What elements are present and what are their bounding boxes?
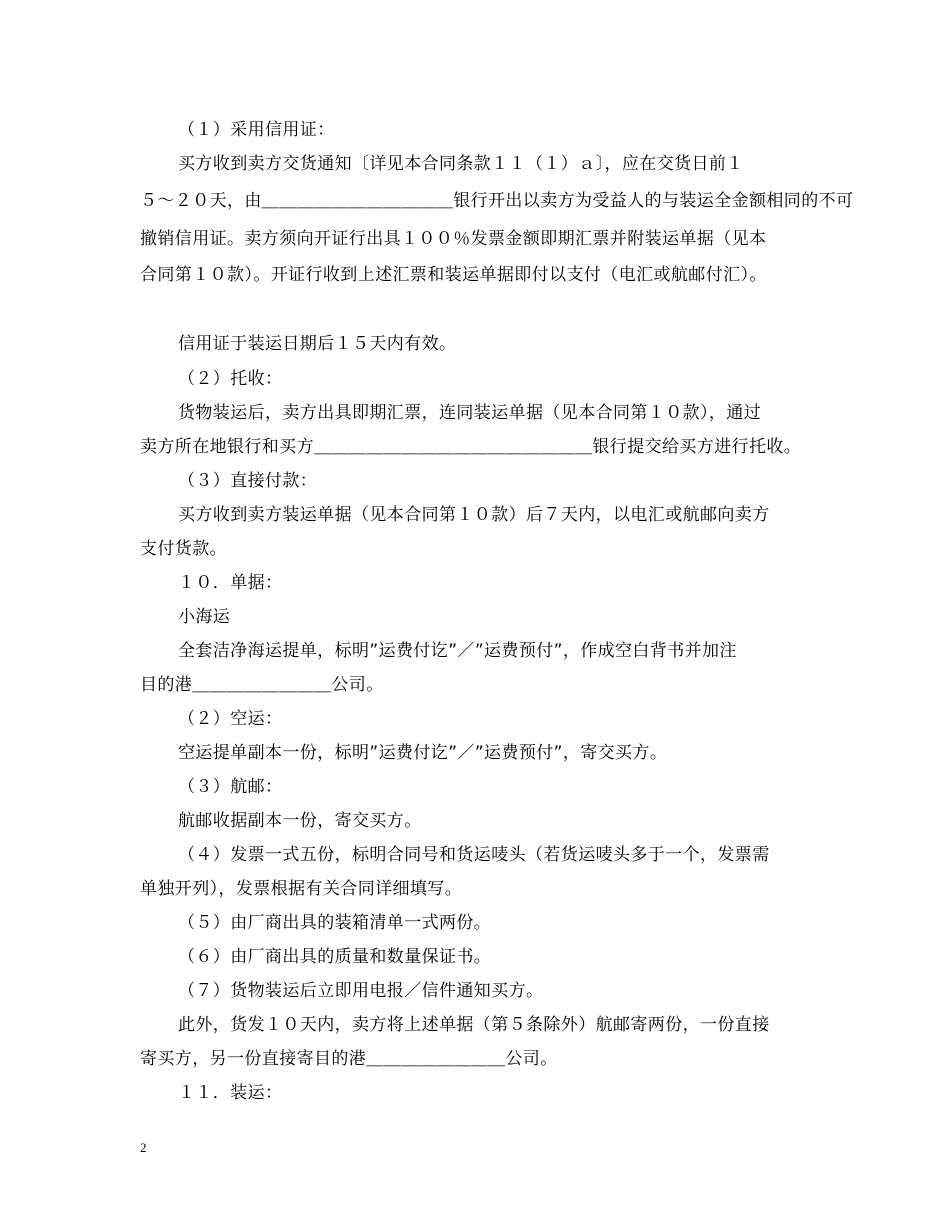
paragraph-line: 空运提单副本一份，标明”运费付讫”／”运费预付”，寄交买方。	[178, 743, 668, 763]
heading-letter-of-credit: （１）采用信用证：	[178, 120, 335, 140]
heading-air-mail: （３）航邮：	[178, 777, 283, 797]
heading-documents: １０．单据：	[178, 573, 283, 593]
paragraph-line: 卖方所在地银行和买方＿＿＿＿＿＿＿＿＿＿＿＿＿＿＿＿银行提交给买方进行托收。	[140, 437, 802, 457]
paragraph-line: （６）由厂商出具的质量和数量保证书。	[178, 947, 492, 967]
paragraph-line: （４）发票一式五份，标明合同号和货运唛头（若货运唛头多于一个，发票需	[178, 845, 770, 865]
paragraph-line: 买方收到卖方装运单据（见本合同第１０款）后７天内，以电汇或航邮向卖方	[178, 505, 770, 525]
page-number: 2	[140, 1140, 147, 1155]
heading-direct-payment: （３）直接付款：	[178, 471, 318, 491]
paragraph-line: 货物装运后，卖方出具即期汇票，连同装运单据（见本合同第１０款），通过	[178, 403, 762, 423]
paragraph-line: ５～２０天，由＿＿＿＿＿＿＿＿＿＿＿银行开出以卖方为受益人的与装运全金额相同的不可	[140, 191, 854, 211]
paragraph-line: 目的港＿＿＿＿＿＿＿＿公司。	[140, 675, 384, 695]
heading-air-transport: （２）空运：	[178, 709, 283, 729]
paragraph-line: 买方收到卖方交货通知〔详见本合同条款１１（１）ａ〕，应在交货日前１	[178, 154, 744, 174]
paragraph-line: 航邮收据副本一份，寄交买方。	[178, 811, 422, 831]
paragraph-line: 寄买方，另一份直接寄目的港＿＿＿＿＿＿＿＿公司。	[140, 1049, 558, 1069]
paragraph-line: 单独开列），发票根据有关合同详细填写。	[140, 879, 463, 899]
paragraph-line: （７）货物装运后立即用电报／信件通知买方。	[178, 981, 544, 1001]
paragraph-line: （５）由厂商出具的装箱清单一式两份。	[178, 913, 492, 933]
paragraph-line: 撤销信用证。卖方须向开证行出具１００％发票金额即期汇票并附装运单据（见本	[140, 229, 767, 249]
paragraph-line: 此外，货发１０天内，卖方将上述单据（第５条除外）航邮寄两份，一份直接	[178, 1015, 770, 1035]
paragraph-line: 信用证于装运日期后１５天内有效。	[178, 334, 457, 354]
heading-collection: （２）托收：	[178, 369, 283, 389]
paragraph-line: 支付货款。	[140, 539, 227, 559]
subheading-ocean-transport: 小海运	[178, 607, 231, 627]
paragraph-line: 全套洁净海运提单，标明”运费付讫”／”运费预付”，作成空白背书并加注	[178, 641, 737, 661]
heading-shipment: １１．装运：	[178, 1083, 283, 1103]
paragraph-line: 合同第１０款）。开证行收到上述汇票和装运单据即付以支付（电汇或航邮付汇）。	[140, 265, 767, 285]
